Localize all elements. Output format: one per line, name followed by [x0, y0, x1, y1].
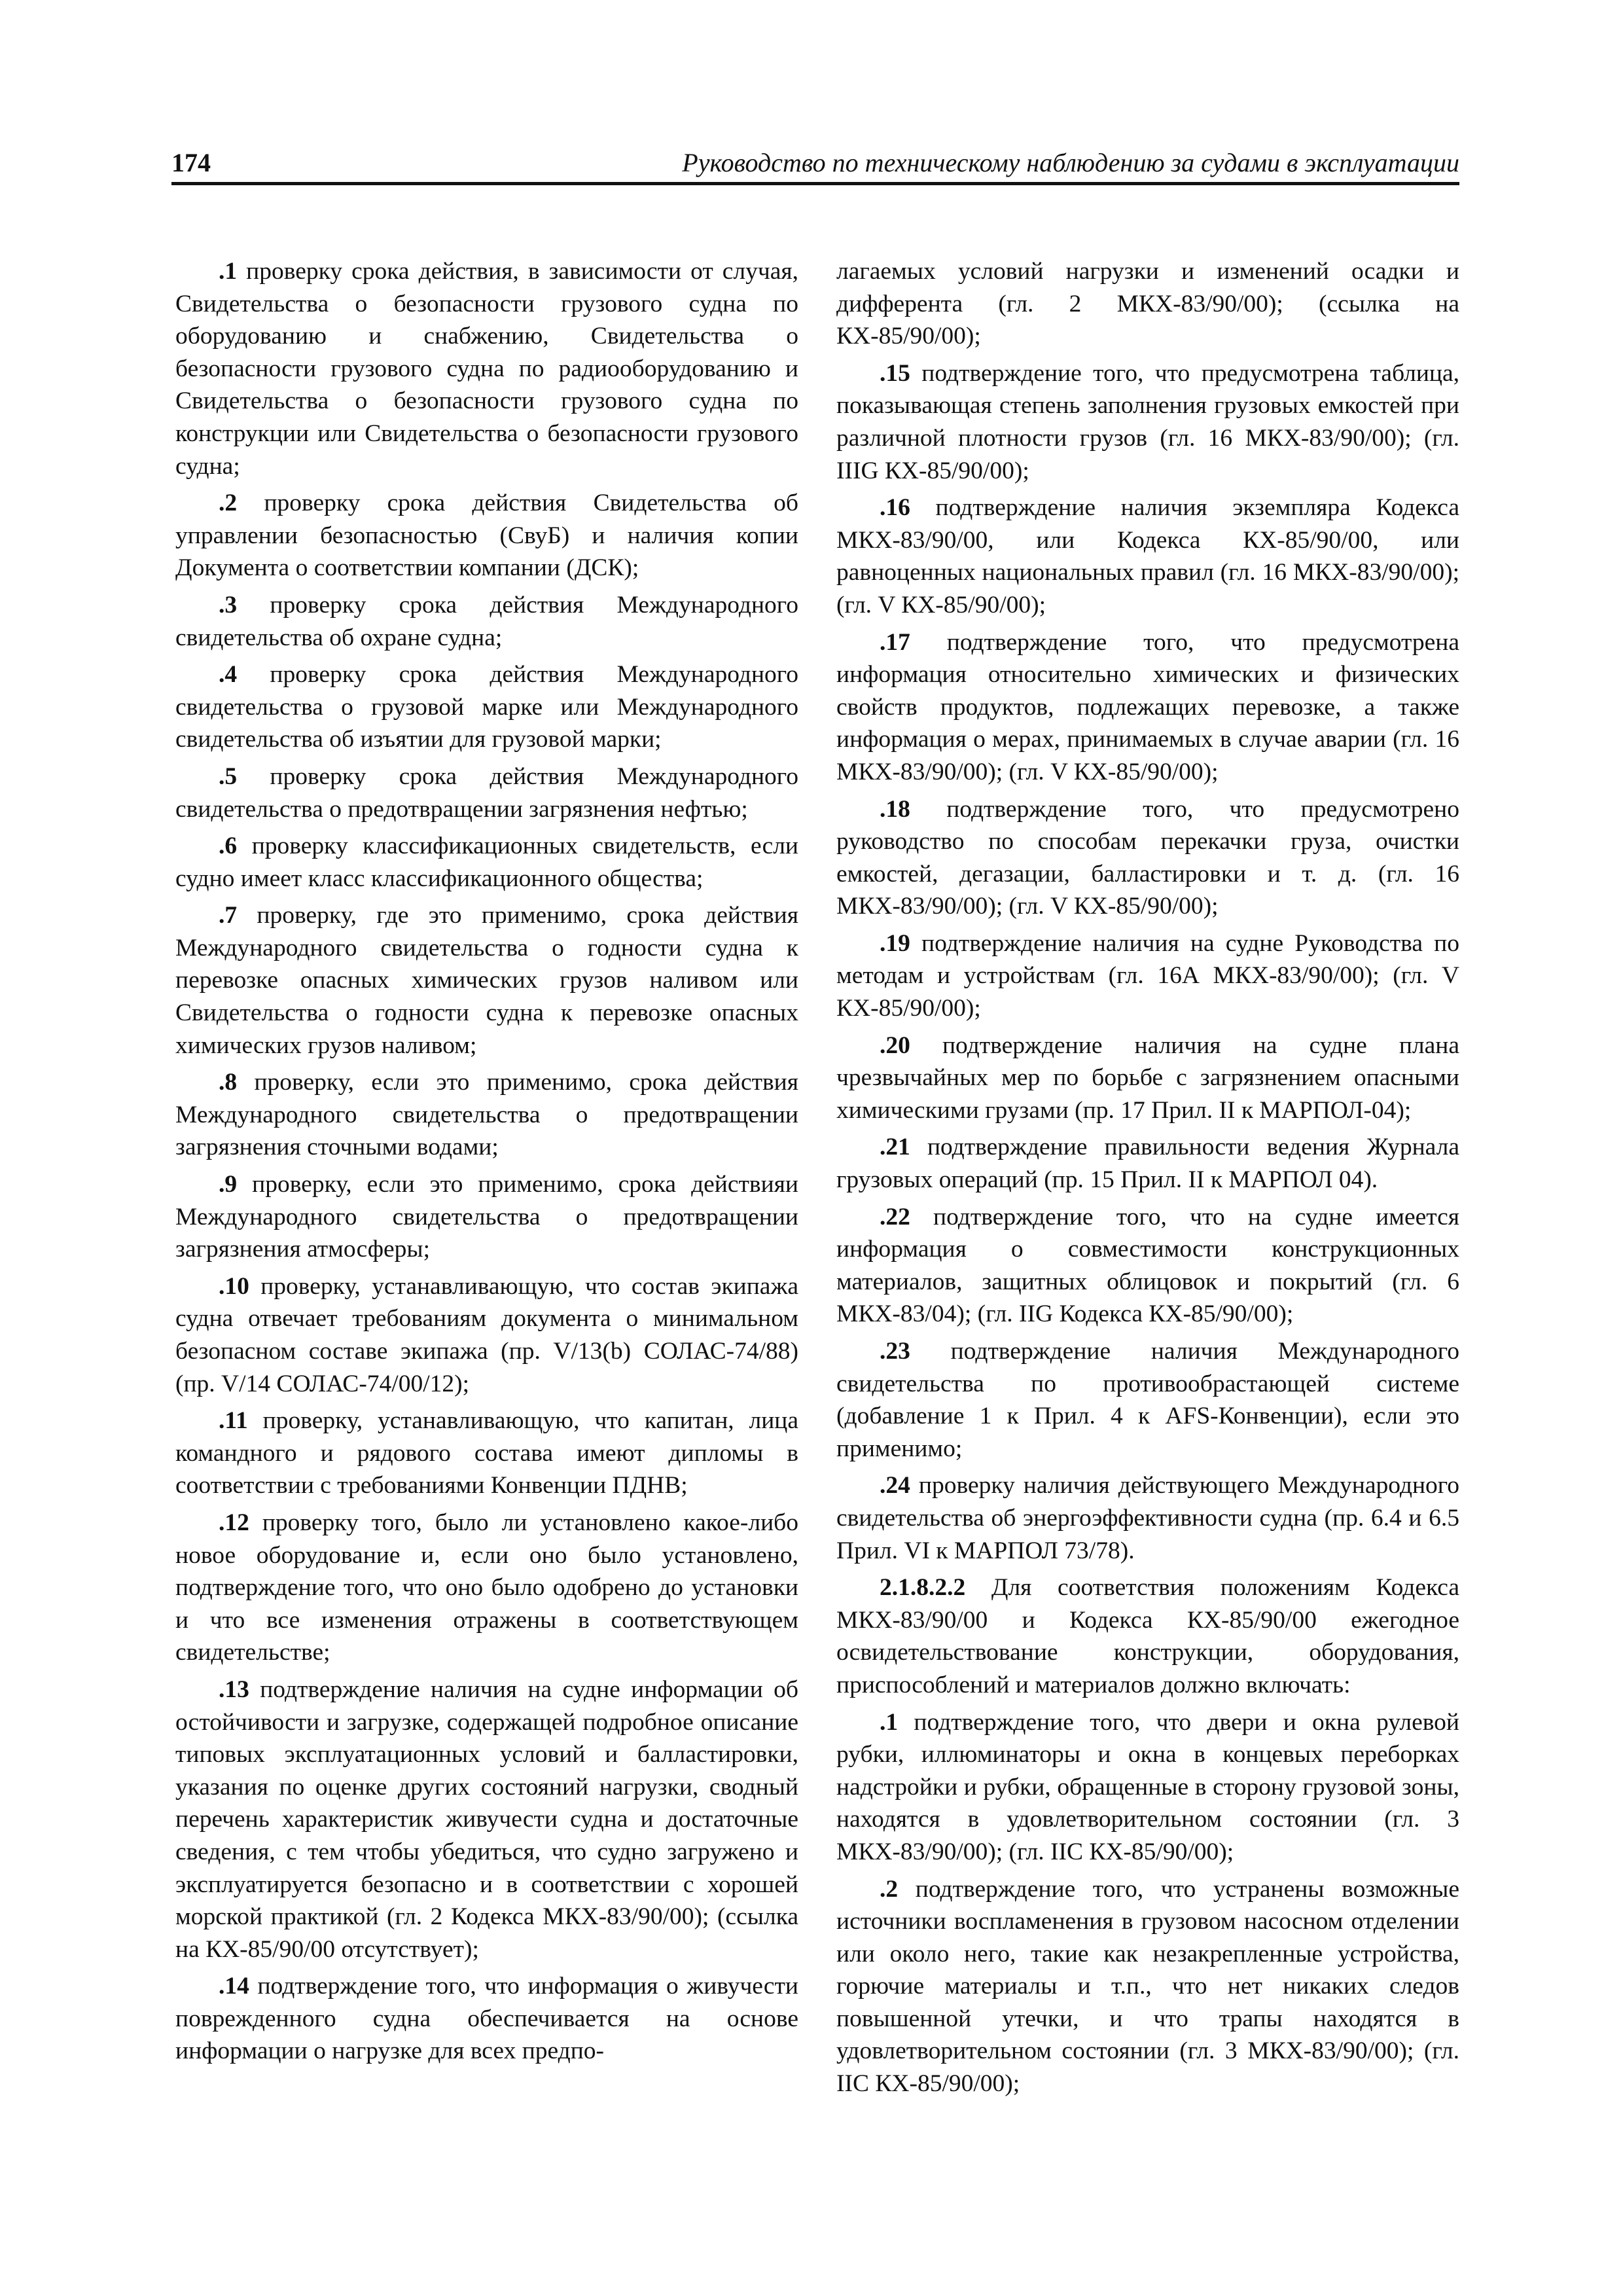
paragraph-text: проверку классификационных свидетельств, если судно имеет класс классификационного общества; — [175, 833, 798, 892]
paragraph — [836, 1335, 1459, 1465]
left-column — [175, 255, 798, 2072]
paragraph-text: подтверждение наличия на судне информации об остойчивости и загрузке, содержащей подробное описание типовых эксплуатационных условий и балластировки, указания по оценке других состояний нагрузки, сводный перечень характеристик живучести судна и достаточные сведения, с тем чтобы убедиться, что судно загружено и эксплуатируется безопасно и в соответствии с хорошей морской практикой (гл. 2 Кодекса МКХ-83/90/00); (ссылка на КХ-85/90/00 отсутствует); — [175, 1676, 798, 1963]
item-number: .24 — [880, 1472, 910, 1499]
paragraph-text: проверку, если это применимо, срока действия Международного свидетельства о предотвращении загрязнения сточными водами; — [175, 1069, 798, 1161]
item-number: .11 — [219, 1407, 248, 1435]
item-number: .21 — [880, 1134, 910, 1161]
paragraph-text: проверку срока действия Международного свидетельства о грузовой марке или Международного свидетельства об изъятии для грузовой марки; — [175, 661, 798, 753]
item-number: 2.1.8.2.2 — [880, 1574, 966, 1602]
paragraph — [836, 1706, 1459, 1869]
paragraph — [836, 1873, 1459, 2100]
paragraph-text: проверку, если это применимо, срока действияи Международного свидетельства о предотвращении загрязнения атмосферы; — [175, 1171, 798, 1263]
paragraph-text: проверку срока действия Международного свидетельства об охране судна; — [175, 591, 798, 651]
item-number: .6 — [219, 833, 238, 860]
item-number: .1 — [880, 1708, 899, 1736]
item-number: .4 — [219, 661, 238, 689]
paragraph-text: проверку наличия действующего Международного свидетельства об энергоэффективности судна (пр. 6.4 и 6.5 Прил. VI к МАРПОЛ 73/78). — [836, 1472, 1459, 1564]
item-number: .10 — [219, 1272, 249, 1300]
paragraph — [836, 1469, 1459, 1567]
item-number: .13 — [219, 1676, 249, 1703]
paragraph — [836, 927, 1459, 1025]
item-number: .7 — [219, 902, 238, 929]
paragraph — [175, 1405, 798, 1502]
page-header — [171, 145, 1459, 185]
paragraph-text: подтверждение наличия на судне Руководства по методам и устройствам (гл. 16А МКХ-83/90/00); (гл. V КХ-85/90/00); — [836, 929, 1459, 1022]
paragraph-text: подтверждение того, что на судне имеется информация о совместимости конструкционных материалов, защитных облицовок и покрытий (гл. 6 МКХ-83/04); (гл. IIG Кодекса КХ-85/90/00); — [836, 1203, 1459, 1328]
running-title: Руководство по техническому наблюдению за судами в эксплуатации — [682, 148, 1459, 177]
item-number: .22 — [880, 1203, 910, 1230]
paragraph — [836, 1030, 1459, 1127]
item-number: .12 — [219, 1509, 249, 1536]
paragraph — [175, 1168, 798, 1266]
paragraph-text: подтверждение наличия Международного свидетельства по противообрастающей системе (добавление 1 к Прил. 4 к AFS-Конвенции), если это применимо; — [836, 1338, 1459, 1462]
paragraph — [836, 1571, 1459, 1701]
paragraph — [175, 761, 798, 825]
paragraph — [175, 1674, 798, 1965]
paragraph — [175, 899, 798, 1062]
paragraph — [836, 255, 1459, 353]
item-number: .9 — [219, 1171, 238, 1198]
paragraph — [175, 658, 798, 756]
paragraph — [836, 357, 1459, 487]
item-number: .14 — [219, 1973, 249, 2000]
paragraph — [175, 1507, 798, 1669]
paragraph-text: проверку срока действия Международного свидетельства о предотвращении загрязнения нефтью; — [175, 762, 798, 823]
paragraph-text: проверку срока действия Свидетельства об управлении безопасностью (СвуБ) и наличия копии Документа о соответствии компании (ДСК); — [175, 490, 798, 582]
item-number: .20 — [880, 1031, 910, 1059]
paragraph-text: подтверждение того, что двери и окна рулевой рубки, иллюминаторы и окна в концевых переборках надстройки и рубки, обращенные в сторону грузовой зоны, находятся в удовлетворительном состоянии (гл. 3 МКХ-83/90/00); (гл. IIC КХ-85/90/00); — [836, 1708, 1459, 1865]
paragraph-text: лагаемых условий нагрузки и изменений осадки и дифферента (гл. 2 МКХ-83/90/00); (ссылка на КХ-85/90/00); — [836, 258, 1459, 350]
paragraph — [836, 626, 1459, 789]
item-number: .16 — [880, 494, 910, 522]
item-number: .17 — [880, 628, 910, 656]
item-number: .2 — [219, 490, 238, 517]
paragraph-text: проверку, где это применимо, срока действия Международного свидетельства о годности судна к перевозке опасных химических грузов наливом или Свидетельства о годности судна к перевозке опасных химических грузов наливом; — [175, 902, 798, 1059]
item-number: .18 — [880, 795, 910, 823]
paragraph-text: подтверждение того, что предусмотрена таблица, показывающая степень заполнения грузовых емкостей при различной плотности грузов (гл. 16 МКХ-83/90/00); (гл. IIIG КХ-85/90/00); — [836, 359, 1459, 484]
paragraph-text: подтверждение того, что предусмотрено руководство по способам перекачки груза, очистки емкостей, дегазации, балластировки и т. д. (гл. 16 МКХ-83/90/00); (гл. V КХ-85/90/00); — [836, 795, 1459, 920]
paragraph — [175, 830, 798, 895]
paragraph-text: проверку, устанавливающую, что состав экипажа судна отвечает требованиям документа о минимальном безопасном составе экипажа (пр. V/13(b) СОЛАС-74/88) (пр. V/14 СОЛАС-74/00/12); — [175, 1272, 798, 1397]
paragraph-text: подтверждение того, что информация о живучести поврежденного судна обеспечивается на основе информации о нагрузке для всех предпо- — [175, 1973, 798, 2065]
paragraph-text: подтверждение наличия на судне плана чрезвычайных мер по борьбе с загрязнением опасными химическими грузами (пр. 17 Прил. II к МАРПОЛ-04); — [836, 1031, 1459, 1124]
paragraph-text: проверку, устанавливающую, что капитан, лица командного и рядового состава имеют дипломы в соответствии с требованиями Конвенции ПДНВ; — [175, 1407, 798, 1499]
item-number: .2 — [880, 1875, 899, 1903]
paragraph — [175, 589, 798, 654]
paragraph — [175, 1066, 798, 1164]
item-number: .19 — [880, 929, 910, 957]
item-number: .1 — [219, 258, 238, 285]
paragraph — [836, 1201, 1459, 1331]
paragraph-text: подтверждение правильности ведения Журнала грузовых операций (пр. 15 Прил. II к МАРПОЛ 04). — [836, 1134, 1459, 1194]
paragraph-text: подтверждение того, что устранены возможные источники воспламенения в грузовом насосном отделении или около него, такие как незакрепленные устройства, горючие материалы и т.п., что нет никаких следов повышенной утечки, и что трапы находятся в удовлетворительном состоянии (гл. 3 МКХ-83/90/00); (гл. IIC КХ-85/90/00); — [836, 1875, 1459, 2098]
paragraph — [175, 1270, 798, 1400]
paragraph-text: подтверждение наличия экземпляра Кодекса МКХ-83/90/00, или Кодекса КХ-85/90/00, или равноценных национальных правил (гл. 16 МКХ-83/90/00); (гл. V КХ-85/90/00); — [836, 494, 1459, 619]
right-column — [836, 255, 1459, 2105]
paragraph-text: Для соответствия положениям Кодекса МКХ-83/90/00 и Кодекса КХ-85/90/00 ежегодное освидетельствование конструкции, оборудования, приспособлений и материалов должно включать: — [836, 1574, 1459, 1698]
paragraph — [175, 1970, 798, 2068]
item-number: .5 — [219, 762, 238, 790]
paragraph — [175, 255, 798, 482]
item-number: .3 — [219, 591, 238, 619]
paragraph-text: проверку срока действия, в зависимости от случая, Свидетельства о безопасности грузового судна по оборудованию и снабжению, Свидетельства о безопасности грузового судна по радиооборудованию и Свидетельства о безопасности грузового судна по конструкции или Свидетельства о безопасности грузового судна; — [175, 258, 798, 480]
paragraph — [836, 793, 1459, 923]
page-number: 174 — [171, 148, 211, 177]
item-number: .8 — [219, 1069, 238, 1096]
paragraph — [175, 487, 798, 584]
item-number: .15 — [880, 359, 910, 387]
paragraph-text: подтверждение того, что предусмотрена информация относительно химических и физических свойств продуктов, подлежащих перевозке, а также информация о мерах, принимаемых в случае аварии (гл. 16 МКХ-83/90/00); (гл. V КХ-85/90/00); — [836, 628, 1459, 785]
paragraph-text: проверку того, было ли установлено какое-либо новое оборудование и, если оно было установлено, подтверждение того, что оно было одобрено до установки и что все изменения отражены в соответствующем свидетельстве; — [175, 1509, 798, 1666]
paragraph — [836, 492, 1459, 621]
paragraph — [836, 1131, 1459, 1196]
item-number: .23 — [880, 1338, 910, 1365]
